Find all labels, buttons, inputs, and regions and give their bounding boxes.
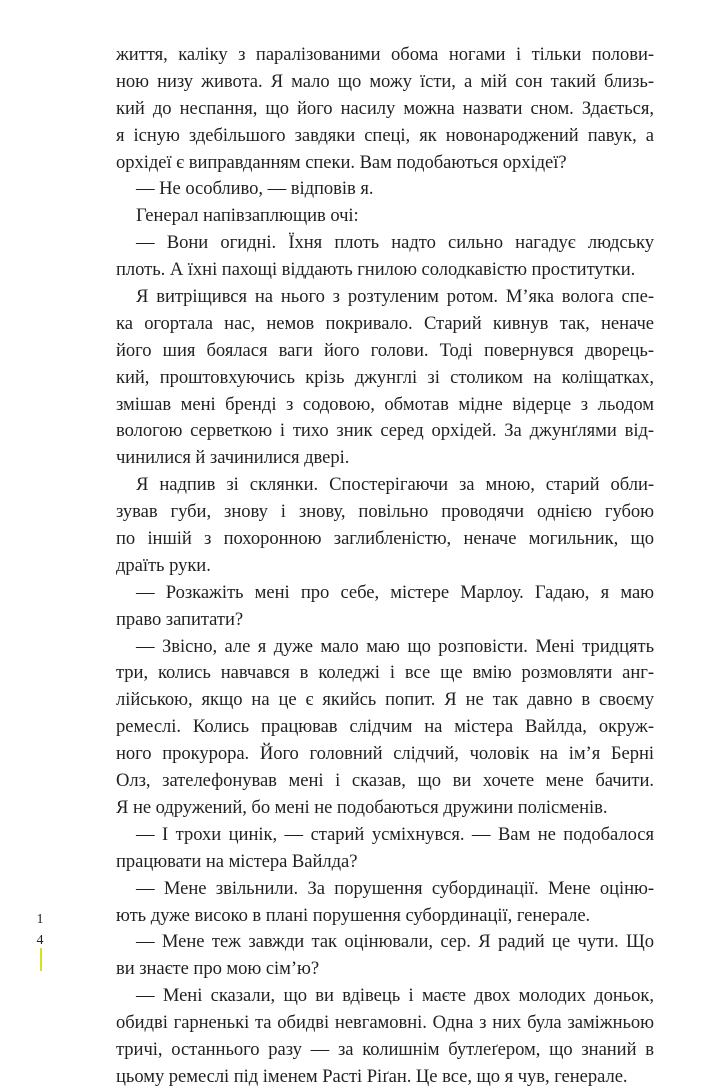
page-number	[33, 909, 47, 951]
text-line: життя, каліку з паралізованими обома ногами і тільки полови-	[116, 44, 654, 65]
text-line: — Вони огидні. Їхня плоть надто сильно нагадує людську	[136, 232, 654, 254]
text-line: — Мені сказали, що ви вдівець і маєте двох молодих доньок,	[136, 985, 654, 1007]
text-line: Я не одружений, бо мені не подобаються дружини полісменів.	[116, 796, 608, 818]
text-line: обидві гарненькі та обидві невгамовні. Одна з них була заміжньою	[116, 1012, 654, 1034]
text-line: ного прокурора. Його головний слідчий, чоловік на ім’я Берні	[116, 743, 654, 765]
text-line: я існую здебільшого завдяки спеці, як новонароджений павук, а	[116, 124, 654, 146]
text-line: Олз, зателефонував мені і сказав, що ви хочете мене бачити.	[116, 770, 654, 792]
page-body-text	[116, 42, 654, 1091]
page-number-digit-1: 1	[36, 912, 44, 927]
text-line: лійською, якщо на це є якийсь попит. Я не так давно в своєму	[116, 689, 654, 711]
text-line: кий, проштовхуючись крізь джунглі зі столиком на коліщатках,	[116, 366, 654, 388]
text-line: зував губи, знову і знову, повільно проводячи однією губою	[116, 501, 654, 523]
text-line: право запитати?	[116, 608, 244, 630]
text-line: Я надпив зі склянки. Спостерігаючи за мною, старий обли-	[136, 474, 654, 496]
page-accent-bar	[40, 948, 42, 971]
text-line: — Розкажіть мені про себе, містере Марлоу. Гадаю, я маю	[136, 581, 654, 603]
text-line: по іншій з похоронною заглибленістю, неначе могильник, що	[116, 528, 654, 550]
text-line: орхідеї є виправданням спеки. Вам подобаються орхідеї?	[116, 151, 567, 173]
text-line: — Не особливо, — відповів я.	[136, 178, 374, 200]
text-line: Я витріщився на нього з розтуленим ротом. М’яка волога спе-	[136, 286, 654, 308]
text-line: — Мене теж завжди так оцінювали, сер. Я радий це чути. Що	[136, 931, 654, 953]
text-line: вологою серветкою і тихо зник серед орхідей. За джунґлями від-	[116, 420, 654, 442]
text-line: тричі, останнього разу — за колишнім бутлеґером, що знаний в	[116, 1038, 654, 1060]
text-line: цьому ремеслі під іменем Расті Ріґан. Це все, що я чув, генерале.	[116, 1065, 628, 1087]
text-line: ремеслі. Колись працював слідчим на містера Вайлда, окруж-	[116, 716, 654, 738]
text-line: — Мене звільнили. За порушення субординації. Мене оціню-	[136, 877, 654, 899]
text-line: драїть руки.	[116, 554, 211, 576]
text-line: плоть. А їхні пахощі віддають гнилою солодкавістю проститутки.	[116, 259, 636, 281]
text-line: ка огортала нас, немов покривало. Старий кивнув так, неначе	[116, 312, 654, 334]
text-line: кий до неспання, що його насилу можна назвати сном. Здається,	[116, 97, 654, 119]
text-line: чинилися й зачинилися двері.	[116, 447, 350, 469]
text-line: ною низу живота. Я мало що можу їсти, а мій сон такий близь-	[116, 70, 654, 92]
text-line: ють дуже високо в плані порушення субординації, генерале.	[116, 904, 591, 926]
text-line: його шия боялася ваги його голови. Тоді повернувся дворець-	[116, 339, 654, 361]
text-line: Генерал напівзаплющив очі:	[136, 205, 359, 227]
text-line: ви знаєте про мою сім’ю?	[116, 958, 320, 980]
text-line: змішав мені бренді з содовою, обмотав мідне відерце з льодом	[116, 393, 654, 415]
text-line: — Звісно, але я дуже мало маю що розповісти. Мені тридцять	[136, 635, 654, 657]
page-number-digit-2: 4	[36, 933, 44, 948]
text-line: три, колись навчався в коледжі і все ще вмію розмовляти анг-	[116, 662, 654, 684]
text-line: — І трохи цинік, — старий усміхнувся. — Вам не подобалося	[136, 823, 654, 845]
text-line: працювати на містера Вайлда?	[116, 850, 358, 872]
